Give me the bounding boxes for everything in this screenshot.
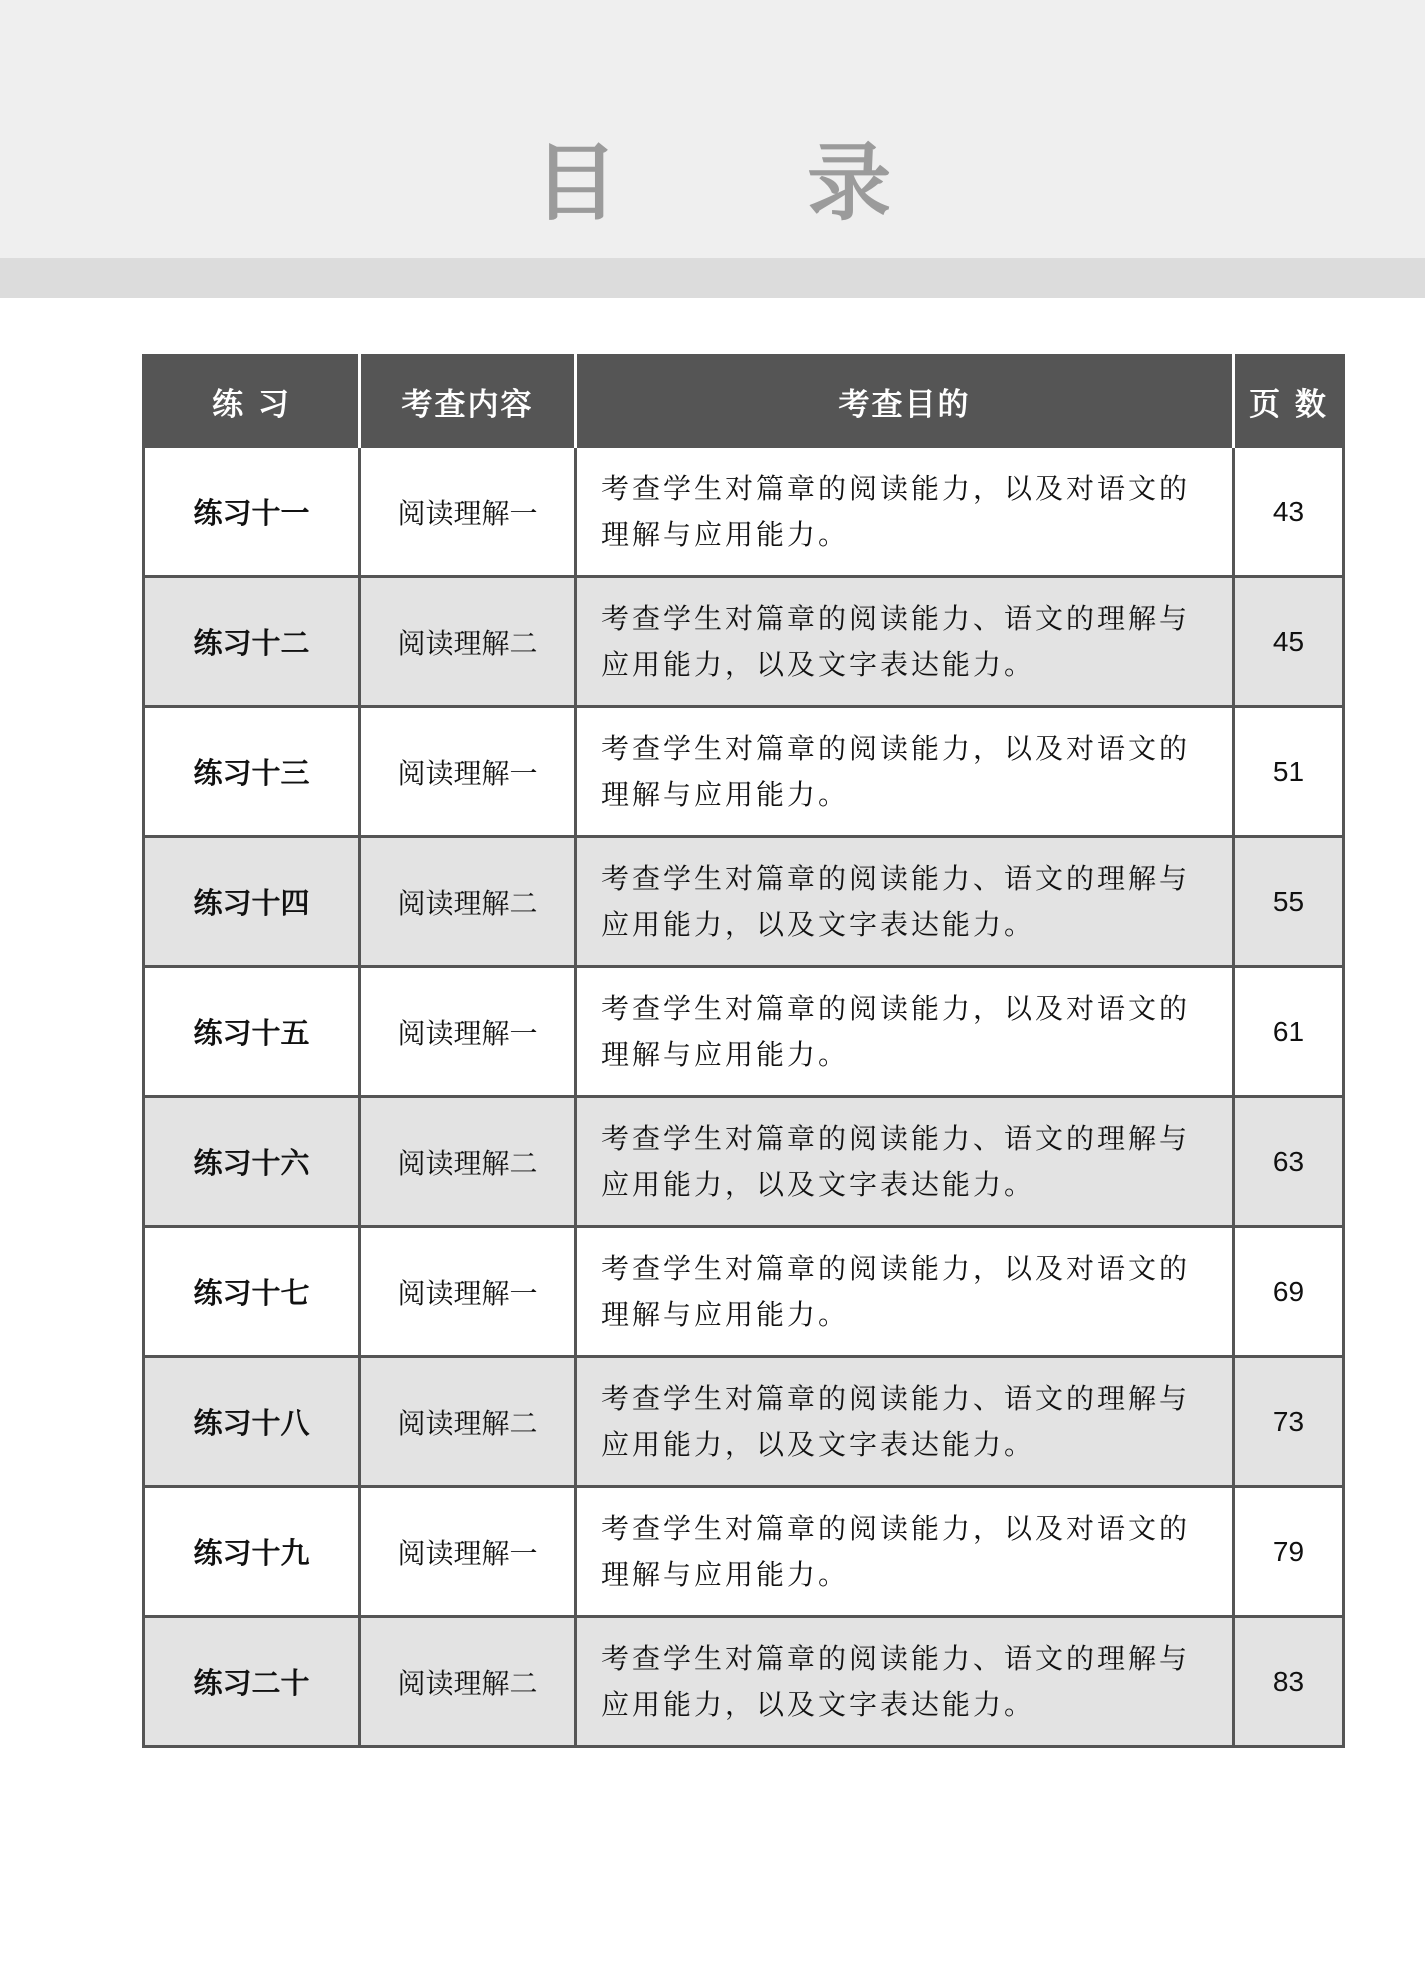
exercise-cell: 练习十三 — [144, 707, 360, 837]
table-row[interactable] — [144, 577, 1344, 707]
exercise-cell: 练习十六 — [144, 1097, 360, 1227]
content-cell: 阅读理解一 — [360, 967, 576, 1097]
purpose-cell: 考查学生对篇章的阅读能力，以及对语文的理解与应用能力。 — [576, 707, 1234, 837]
purpose-cell: 考查学生对篇章的阅读能力、语文的理解与应用能力，以及文字表达能力。 — [576, 1357, 1234, 1487]
page-title: 目 录 — [533, 134, 972, 232]
content-cell: 阅读理解一 — [360, 1487, 576, 1617]
exercise-cell: 练习二十 — [144, 1617, 360, 1747]
content-cell: 阅读理解二 — [360, 837, 576, 967]
table-row[interactable] — [144, 707, 1344, 837]
table-row[interactable] — [144, 447, 1344, 577]
exercise-cell: 练习十九 — [144, 1487, 360, 1617]
header-stripe — [0, 258, 1425, 298]
purpose-cell: 考查学生对篇章的阅读能力，以及对语文的理解与应用能力。 — [576, 447, 1234, 577]
table-row[interactable] — [144, 1097, 1344, 1227]
purpose-cell: 考查学生对篇章的阅读能力，以及对语文的理解与应用能力。 — [576, 967, 1234, 1097]
content-cell: 阅读理解二 — [360, 1097, 576, 1227]
page-number-cell[interactable]: 83 — [1234, 1617, 1344, 1747]
exercise-cell: 练习十七 — [144, 1227, 360, 1357]
content-cell: 阅读理解一 — [360, 707, 576, 837]
content-cell: 阅读理解一 — [360, 1227, 576, 1357]
exercise-cell: 练习十五 — [144, 967, 360, 1097]
toc-table — [142, 354, 1345, 1748]
header-page: 页 数 — [1234, 356, 1344, 447]
page-number-cell[interactable]: 51 — [1234, 707, 1344, 837]
exercise-cell: 练习十二 — [144, 577, 360, 707]
header-exercise: 练 习 — [144, 356, 360, 447]
page-number-cell[interactable]: 79 — [1234, 1487, 1344, 1617]
page-number-cell[interactable]: 43 — [1234, 447, 1344, 577]
table-row[interactable] — [144, 1617, 1344, 1747]
purpose-cell: 考查学生对篇章的阅读能力、语文的理解与应用能力，以及文字表达能力。 — [576, 577, 1234, 707]
exercise-cell: 练习十四 — [144, 837, 360, 967]
content-cell: 阅读理解一 — [360, 447, 576, 577]
purpose-cell: 考查学生对篇章的阅读能力、语文的理解与应用能力，以及文字表达能力。 — [576, 837, 1234, 967]
table-header-row — [144, 356, 1344, 447]
page-number-cell[interactable]: 61 — [1234, 967, 1344, 1097]
page-number-cell[interactable]: 63 — [1234, 1097, 1344, 1227]
table-row[interactable] — [144, 837, 1344, 967]
header-purpose: 考查目的 — [576, 356, 1234, 447]
exercise-cell: 练习十八 — [144, 1357, 360, 1487]
page-number-cell[interactable]: 45 — [1234, 577, 1344, 707]
exercise-cell: 练习十一 — [144, 447, 360, 577]
purpose-cell: 考查学生对篇章的阅读能力，以及对语文的理解与应用能力。 — [576, 1227, 1234, 1357]
purpose-cell: 考查学生对篇章的阅读能力、语文的理解与应用能力，以及文字表达能力。 — [576, 1617, 1234, 1747]
table-row[interactable] — [144, 1357, 1344, 1487]
page-number-cell[interactable]: 69 — [1234, 1227, 1344, 1357]
page-number-cell[interactable]: 73 — [1234, 1357, 1344, 1487]
content-cell: 阅读理解二 — [360, 577, 576, 707]
purpose-cell: 考查学生对篇章的阅读能力、语文的理解与应用能力，以及文字表达能力。 — [576, 1097, 1234, 1227]
table-row[interactable] — [144, 967, 1344, 1097]
header-content: 考查内容 — [360, 356, 576, 447]
table-row[interactable] — [144, 1487, 1344, 1617]
content-cell: 阅读理解二 — [360, 1357, 576, 1487]
content-cell: 阅读理解二 — [360, 1617, 576, 1747]
purpose-cell: 考查学生对篇章的阅读能力，以及对语文的理解与应用能力。 — [576, 1487, 1234, 1617]
table-row[interactable] — [144, 1227, 1344, 1357]
page-number-cell[interactable]: 55 — [1234, 837, 1344, 967]
